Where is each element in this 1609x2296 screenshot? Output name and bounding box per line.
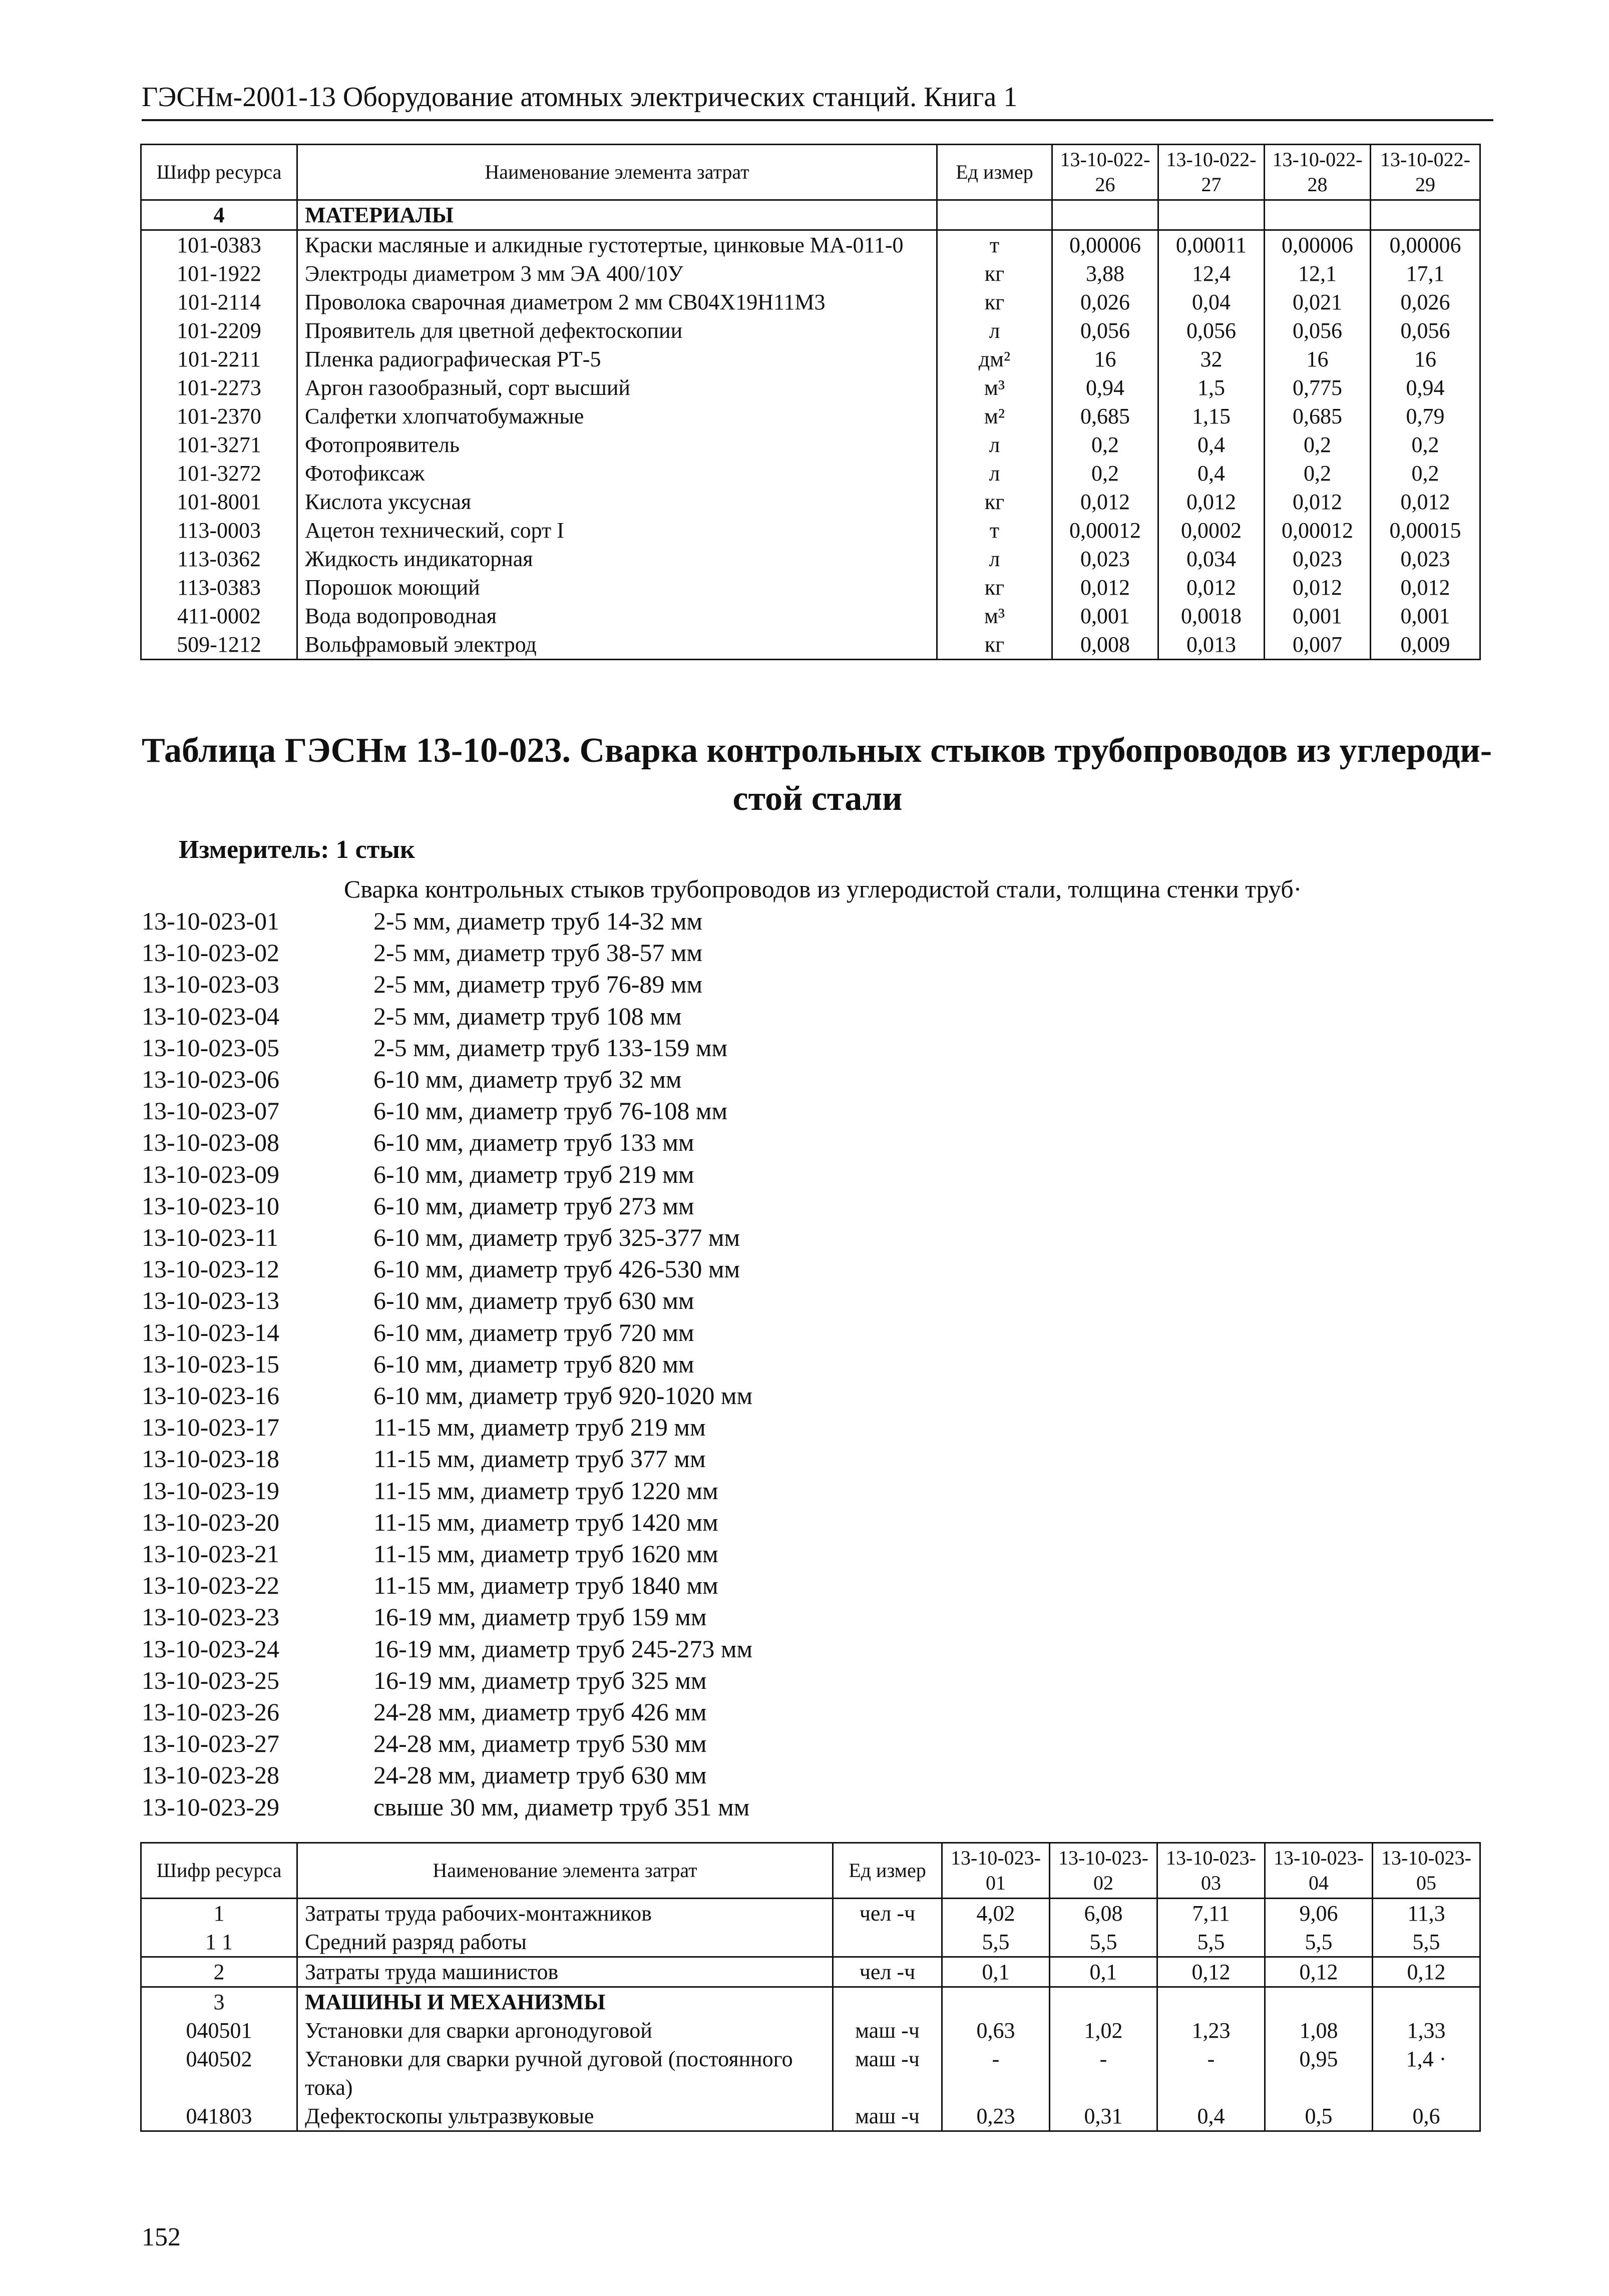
variant-description: 16-19 мм, диаметр труб 325 мм [373,1666,707,1694]
table-row [141,1987,1480,2017]
table-cell: 1,15 [1158,402,1265,430]
table-cell: 101-3271 [141,430,297,459]
table-row [141,602,1480,630]
table-cell: 1,5 [1158,373,1265,402]
column-header: Наименование элемента затрат [297,1843,833,1899]
table-cell: 0,026 [1371,288,1480,316]
table-cell: 101-2370 [141,402,297,430]
table-cell: 101-2273 [141,373,297,402]
table-cell: 113-0003 [141,516,297,545]
table-row [141,1899,1480,1928]
variant-description: 6-10 мм, диаметр труб 325-377 мм [373,1223,740,1251]
table-cell: 0,0002 [1158,516,1265,545]
section-title-line-2: стой стали [732,779,903,818]
table-cell: Жидкость индикаторная [297,545,937,573]
table-cell: 0,79 [1371,402,1480,430]
table-cell: - [1157,2045,1265,2102]
variant-description: 6-10 мм, диаметр труб 273 мм [373,1191,694,1220]
table-cell: м³ [937,373,1052,402]
table-row [141,459,1480,488]
table-cell [1157,1987,1265,2017]
table-cell: чел -ч [833,1957,942,1987]
variant-code: 13-10-023-28 [142,1761,279,1789]
table-cell: 4,02 [942,1899,1050,1928]
table-cell [1050,1987,1157,2017]
table-cell: 5,5 [1265,1928,1373,1957]
table-row [141,516,1480,545]
variant-description: 16-19 мм, диаметр труб 245-273 мм [373,1634,753,1663]
table-cell: 101-1922 [141,259,297,288]
table-cell [937,200,1052,230]
table-cell: 0,001 [1371,602,1480,630]
variant-code: 13-10-023-04 [142,1002,279,1030]
table-cell: 0,012 [1371,573,1480,602]
table-cell: 0,007 [1265,630,1371,660]
table-cell: 0,012 [1158,573,1265,602]
column-header: Наименование элемента затрат [297,145,937,200]
table-cell: 0,013 [1158,630,1265,660]
table-row [141,402,1480,430]
table-cell: 5,5 [1050,1928,1157,1957]
table-cell: л [937,545,1052,573]
table-cell: 0,056 [1158,316,1265,345]
variant-code: 13-10-023-19 [142,1476,279,1505]
column-header: Шифр ресурса [141,1843,297,1899]
meter-label: Измеритель: [179,835,329,864]
table-cell: Затраты труда машинистов [297,1957,833,1987]
table-cell: 0,1 [942,1957,1050,1987]
variant-description: 6-10 мм, диаметр труб 76-108 мм [373,1097,728,1125]
table-cell [1052,200,1158,230]
table-cell: 0,6 [1373,2102,1480,2131]
variant-code: 13-10-023-24 [142,1634,279,1663]
table-cell: 16 [1265,345,1371,373]
table-cell: л [937,459,1052,488]
column-header: Шифр ресурса [141,145,297,200]
table-cell: 101-8001 [141,488,297,516]
variant-description: 6-10 мм, диаметр труб 820 мм [373,1349,694,1378]
table-cell: Фотофиксаж [297,459,937,488]
table-cell: 101-2211 [141,345,297,373]
column-header: 13-10-022-27 [1158,145,1265,200]
table-cell: 17,1 [1371,259,1480,288]
table-cell [1265,200,1371,230]
table-cell: 0,023 [1371,545,1480,573]
table-cell: Аргон газообразный, сорт высший [297,373,937,402]
table-cell: 11,3 [1373,1899,1480,1928]
table-cell: 16 [1052,345,1158,373]
table-cell: 0,685 [1052,402,1158,430]
table-cell: Салфетки хлопчатобумажные [297,402,937,430]
table-cell: 0,4 [1158,430,1265,459]
variant-code: 13-10-023-25 [142,1666,279,1694]
table-row [141,1928,1480,1957]
table-row [141,259,1480,288]
variant-code: 13-10-023-27 [142,1729,279,1758]
table-cell [1265,1987,1373,2017]
table-cell: 0,2 [1265,430,1371,459]
variant-code: 13-10-023-06 [142,1065,279,1093]
variant-code: 13-10-023-15 [142,1349,279,1378]
table-cell: 12,4 [1158,259,1265,288]
table-cell: 0,008 [1052,630,1158,660]
materials-table [140,144,1481,660]
variant-description: 11-15 мм, диаметр труб 1840 мм [373,1571,718,1600]
table-cell: маш -ч [833,2016,942,2045]
table-cell: 0,0018 [1158,602,1265,630]
table-row [141,373,1480,402]
variant-description: 6-10 мм, диаметр труб 219 мм [373,1160,694,1188]
variant-description: 6-10 мм, диаметр труб 133 мм [373,1128,694,1157]
table-cell: 1,4 · [1373,2045,1480,2102]
table-cell [942,1987,1050,2017]
table-cell [1373,1987,1480,2017]
table-cell: 12,1 [1265,259,1371,288]
variant-code: 13-10-023-07 [142,1097,279,1125]
table-cell: т [937,230,1052,260]
variant-code: 13-10-023-13 [142,1286,279,1315]
table-cell: 041803 [141,2102,297,2131]
table-row [141,200,1480,230]
table-cell: дм² [937,345,1052,373]
table-cell [1158,200,1265,230]
table-cell: 0,2 [1371,459,1480,488]
column-header: 13-10-022-28 [1265,145,1371,200]
table-cell: 101-2114 [141,288,297,316]
table-cell: 040501 [141,2016,297,2045]
table-row [141,2102,1480,2131]
table-cell: 0,2 [1052,430,1158,459]
table-row [141,545,1480,573]
variant-description: 11-15 мм, диаметр труб 1220 мм [373,1476,718,1505]
variant-code: 13-10-023-21 [142,1540,279,1568]
table-cell [1371,200,1480,230]
column-header: 13-10-022-29 [1371,145,1480,200]
column-header: Ед измер [833,1843,942,1899]
table-row [141,288,1480,316]
variant-code: 13-10-023-09 [142,1160,279,1188]
table-cell: 0,5 [1265,2102,1373,2131]
variant-code: 13-10-023-14 [142,1318,279,1346]
variant-code: 13-10-023-23 [142,1603,279,1631]
table-cell: 0,056 [1265,316,1371,345]
column-header: 13-10-023-05 [1373,1843,1480,1899]
table-cell: 0,001 [1265,602,1371,630]
table-cell: л [937,430,1052,459]
table-cell: 509-1212 [141,630,297,660]
table-cell: Проявитель для цветной дефектоскопии [297,316,937,345]
meter-value: 1 стык [335,835,415,864]
variant-description: 11-15 мм, диаметр труб 1620 мм [373,1540,718,1568]
variant-description: 6-10 мм, диаметр труб 426-530 мм [373,1255,740,1283]
table-row [141,316,1480,345]
variant-description: 16-19 мм, диаметр труб 159 мм [373,1603,707,1631]
table-cell: Фотопроявитель [297,430,937,459]
table-cell: 0,63 [942,2016,1050,2045]
variant-description: 2-5 мм, диаметр труб 76-89 мм [373,970,703,999]
table-cell: 0,00012 [1265,516,1371,545]
variant-description: 2-5 мм, диаметр труб 133-159 мм [373,1033,728,1062]
table-cell [833,1928,942,1957]
table-cell: кг [937,288,1052,316]
table-row [141,430,1480,459]
table-cell: 0,056 [1052,316,1158,345]
table-cell: 0,012 [1052,488,1158,516]
table-row [141,573,1480,602]
table-cell: 0,00012 [1052,516,1158,545]
table-cell: 113-0383 [141,573,297,602]
table-cell: 0,00015 [1371,516,1480,545]
table-cell: Электроды диаметром 3 мм ЭА 400/10У [297,259,937,288]
column-header: 13-10-023-03 [1157,1843,1265,1899]
variant-description: 2-5 мм, диаметр труб 108 мм [373,1002,682,1030]
table-cell: 0,2 [1265,459,1371,488]
table-cell: 5,5 [1373,1928,1480,1957]
table-cell: 0,023 [1052,545,1158,573]
table-cell: 1 [141,1899,297,1928]
section-title-line-1: Таблица ГЭСНм 13-10-023. Сварка контрольных стыков трубопроводов из углероди- [142,731,1492,770]
table-cell: 0,94 [1052,373,1158,402]
table-cell: Средний разряд работы [297,1928,833,1957]
table-cell: 1,08 [1265,2016,1373,2045]
table-cell: 0,001 [1052,602,1158,630]
variant-description: 11-15 мм, диаметр труб 1420 мм [373,1508,718,1536]
table-cell: кг [937,630,1052,660]
table-cell: 1,33 [1373,2016,1480,2045]
page-number: 152 [142,2223,181,2251]
table-cell: 101-0383 [141,230,297,260]
table-cell: 0,00006 [1265,230,1371,260]
variant-description: 6-10 мм, диаметр труб 630 мм [373,1286,694,1315]
table-row [141,2016,1480,2045]
variant-code: 13-10-023-20 [142,1508,279,1536]
table-cell: 0,12 [1157,1957,1265,1987]
table-cell: 0,23 [942,2102,1050,2131]
table-cell: кг [937,488,1052,516]
table-cell: 2 [141,1957,297,1987]
table-cell: 0,012 [1158,488,1265,516]
header-rule [142,119,1493,121]
table-cell: 32 [1158,345,1265,373]
table-cell: 0,775 [1265,373,1371,402]
table-cell: Кислота уксусная [297,488,937,516]
table-cell: маш -ч [833,2045,942,2102]
variant-code: 13-10-023-16 [142,1382,279,1410]
table-cell: 113-0362 [141,545,297,573]
variant-description: 2-5 мм, диаметр труб 38-57 мм [373,939,703,967]
table-row [141,630,1480,660]
table-cell: м² [937,402,1052,430]
table-cell: 0,026 [1052,288,1158,316]
variant-description: 11-15 мм, диаметр труб 377 мм [373,1445,706,1473]
variant-code: 13-10-023-12 [142,1255,279,1283]
table-cell: 16 [1371,345,1480,373]
table-cell: л [937,316,1052,345]
variant-code: 13-10-023-03 [142,970,279,999]
table-row [141,345,1480,373]
variant-description: 24-28 мм, диаметр труб 630 мм [373,1761,707,1789]
table-cell: 0,2 [1371,430,1480,459]
table-cell: 0,056 [1371,316,1480,345]
table-cell: 0,012 [1052,573,1158,602]
table-cell: 0,021 [1265,288,1371,316]
table-cell: 0,034 [1158,545,1265,573]
table-cell: 7,11 [1157,1899,1265,1928]
table-cell: - [1050,2045,1157,2102]
table-cell: 101-3272 [141,459,297,488]
variant-description: 24-28 мм, диаметр труб 426 мм [373,1698,707,1726]
table-cell: Затраты труда рабочих-монтажников [297,1899,833,1928]
table-cell: - [942,2045,1050,2102]
table-row [141,230,1480,260]
table-cell: 5,5 [1157,1928,1265,1957]
variant-description: 11-15 мм, диаметр труб 219 мм [373,1413,706,1442]
table-cell: Установки для сварки аргонодуговой [297,2016,833,2045]
table-cell: чел -ч [833,1899,942,1928]
variant-description: 2-5 мм, диаметр труб 14-32 мм [373,907,703,935]
table-cell: Вода водопроводная [297,602,937,630]
table-cell: м³ [937,602,1052,630]
table-cell: 3 [141,1987,297,2017]
table-cell: 0,023 [1265,545,1371,573]
table-cell: 4 [141,200,297,230]
table-cell: МАШИНЫ И МЕХАНИЗМЫ [297,1987,833,2017]
table-cell: 0,00006 [1052,230,1158,260]
variant-code: 13-10-023-29 [142,1792,279,1821]
table-cell: 0,04 [1158,288,1265,316]
variant-code: 13-10-023-22 [142,1571,279,1600]
table-cell: кг [937,259,1052,288]
variant-code: 13-10-023-10 [142,1191,279,1220]
table-cell: Ацетон технический, сорт I [297,516,937,545]
table-cell: 0,009 [1371,630,1480,660]
table-header-row [141,145,1480,200]
variant-code: 13-10-023-18 [142,1445,279,1473]
table-cell: 0,1 [1050,1957,1157,1987]
table-cell: 0,00006 [1371,230,1480,260]
table-cell: 0,12 [1265,1957,1373,1987]
variant-code: 13-10-023-05 [142,1033,279,1062]
table-cell [833,1987,942,2017]
variant-code: 13-10-023-01 [142,907,279,935]
table-cell: 0,00011 [1158,230,1265,260]
table-cell: 1 1 [141,1928,297,1957]
table-cell: 0,012 [1265,488,1371,516]
column-header: 13-10-023-01 [942,1843,1050,1899]
table-cell: 1,23 [1157,2016,1265,2045]
section-title [142,727,1493,823]
table-cell: т [937,516,1052,545]
variant-description: 6-10 мм, диаметр труб 920-1020 мм [373,1382,753,1410]
table-cell: 1,02 [1050,2016,1157,2045]
column-header: 13-10-023-04 [1265,1843,1373,1899]
table-cell: 0,31 [1050,2102,1157,2131]
table-cell: Установки для сварки ручной дуговой (постоянного тока) [297,2045,833,2102]
variant-code: 13-10-023-26 [142,1698,279,1726]
table-cell: 411-0002 [141,602,297,630]
variant-code: 13-10-023-08 [142,1128,279,1157]
table-cell: 0,2 [1052,459,1158,488]
table-cell: 040502 [141,2045,297,2102]
table-cell: 3,88 [1052,259,1158,288]
column-header: 13-10-022-26 [1052,145,1158,200]
labor-machines-table [140,1842,1481,2132]
table-cell: Порошок моющий [297,573,937,602]
table-cell: Краски масляные и алкидные густотертые, цинковые МА-011-0 [297,230,937,260]
variant-description: свыше 30 мм, диаметр труб 351 мм [373,1792,750,1821]
table-cell: 0,94 [1371,373,1480,402]
meter-line [179,835,415,864]
table-cell: 0,12 [1373,1957,1480,1987]
table-cell: 0,012 [1265,573,1371,602]
table-cell: 101-2209 [141,316,297,345]
variant-description: 6-10 мм, диаметр труб 32 мм [373,1065,682,1093]
table-cell: МАТЕРИАЛЫ [297,200,937,230]
table-cell: Вольфрамовый электрод [297,630,937,660]
table-cell: 6,08 [1050,1899,1157,1928]
table-cell: маш -ч [833,2102,942,2131]
table-header-row [141,1843,1480,1899]
variant-description: 24-28 мм, диаметр труб 530 мм [373,1729,707,1758]
table-cell: кг [937,573,1052,602]
column-header: 13-10-023-02 [1050,1843,1157,1899]
variant-code: 13-10-023-02 [142,939,279,967]
variant-description: 6-10 мм, диаметр труб 720 мм [373,1318,694,1346]
table-cell: 0,012 [1371,488,1480,516]
variant-code: 13-10-023-11 [142,1223,279,1251]
table-row [141,2045,1480,2102]
table-cell: 0,95 [1265,2045,1373,2102]
table-cell: Проволока сварочная диаметром 2 мм СВ04Х19Н11М3 [297,288,937,316]
column-header: Ед измер [937,145,1052,200]
variant-code: 13-10-023-17 [142,1413,279,1442]
table-cell: 5,5 [942,1928,1050,1957]
variant-intro: Сварка контрольных стыков трубопроводов из углеродистой стали, толщина стенки труб· [344,875,1302,903]
table-row [141,1957,1480,1987]
running-header: ГЭСНм-2001-13 Оборудование атомных электрических станций. Книга 1 [142,82,1018,113]
table-cell: 0,4 [1157,2102,1265,2131]
table-cell: 9,06 [1265,1899,1373,1928]
table-cell: Дефектоскопы ультразвуковые [297,2102,833,2131]
table-cell: 0,685 [1265,402,1371,430]
table-row [141,488,1480,516]
table-cell: 0,4 [1158,459,1265,488]
table-cell: Пленка радиографическая РТ-5 [297,345,937,373]
